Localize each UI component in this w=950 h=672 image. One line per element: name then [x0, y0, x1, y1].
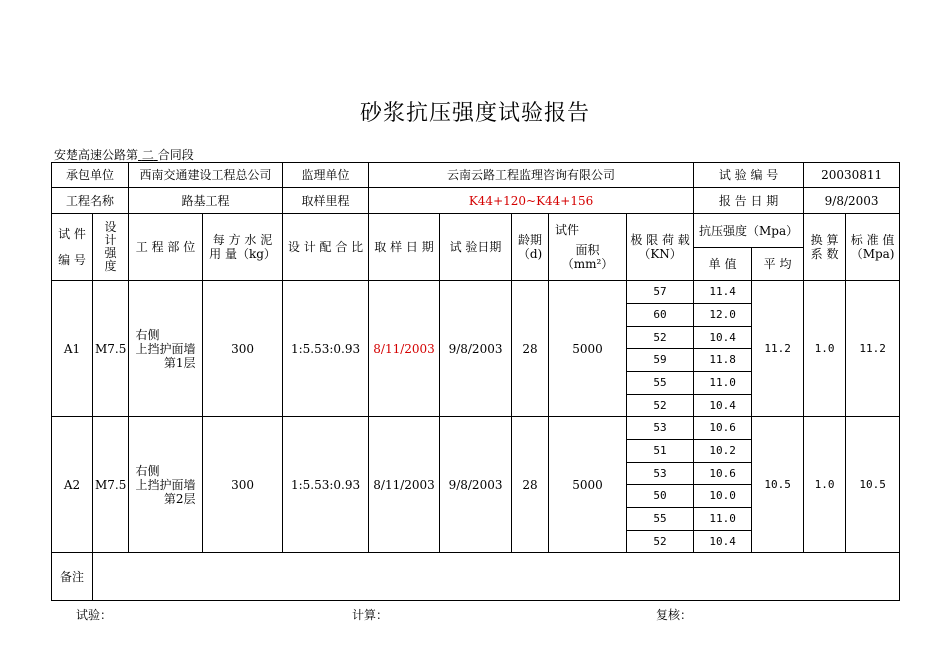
conversion-factor: 1.0: [804, 417, 846, 553]
single-strength: 10.6: [694, 463, 752, 485]
ultimate-load: 55: [627, 508, 694, 531]
section-prefix: 安楚高速公路第: [54, 148, 139, 162]
specimen-area: 5000: [549, 281, 627, 417]
header-average: 平 均: [752, 248, 804, 281]
single-strength: 11.8: [694, 349, 752, 372]
ultimate-load: 57: [627, 281, 694, 304]
single-strength: 10.2: [694, 440, 752, 463]
section-suffix: 合同段: [157, 148, 194, 162]
report-table: [51, 162, 900, 601]
standard-value: 10.5: [846, 417, 900, 553]
header-test-date: 试 验日期: [440, 214, 512, 281]
footer-test: 试验：: [76, 608, 113, 622]
mix-ratio: 1:5.53:0.93: [283, 417, 369, 553]
conversion-factor: 1.0: [804, 281, 846, 417]
ultimate-load: 52: [627, 327, 694, 349]
contractor-label: 承包单位: [52, 163, 129, 188]
ultimate-load: 55: [627, 372, 694, 395]
age: 28: [512, 417, 549, 553]
test-date: 9/8/2003: [440, 417, 512, 553]
header-specimen-id: 试 件 编 号: [52, 214, 93, 281]
single-strength: 10.0: [694, 485, 752, 508]
header-standard-value: 标 准 值（Mpa): [846, 214, 900, 281]
design-grade: M7.5: [93, 417, 129, 553]
supervisor-value: 云南云路工程监理咨询有限公司: [369, 163, 694, 188]
ultimate-load: 52: [627, 531, 694, 553]
project-part: 右侧 上挡护面墙 第2层: [129, 417, 203, 553]
remark-row: [52, 553, 900, 601]
contractor-value: 西南交通建设工程总公司: [129, 163, 283, 188]
test-no-label: 试 验 编 号: [694, 163, 804, 188]
section-line: [54, 146, 194, 163]
single-strength: 11.0: [694, 508, 752, 531]
single-strength: 10.4: [694, 395, 752, 417]
info-row-1: [52, 163, 900, 188]
single-strength: 10.4: [694, 531, 752, 553]
report-date-label: 报 告 日 期: [694, 188, 804, 214]
ultimate-load: 59: [627, 349, 694, 372]
age: 28: [512, 281, 549, 417]
average-strength: 10.5: [752, 417, 804, 553]
header-age: 龄期（d): [512, 214, 549, 281]
cement-amount: 300: [203, 417, 283, 553]
cement-amount: 300: [203, 281, 283, 417]
design-grade: M7.5: [93, 281, 129, 417]
header-compressive-strength: 抗压强度（Mpa）: [694, 214, 804, 248]
ultimate-load: 53: [627, 417, 694, 440]
specimen-id: A1: [52, 281, 93, 417]
header-cement-amount: 每 方 水 泥 用 量（kg）: [203, 214, 283, 281]
project-label: 工程名称: [52, 188, 129, 214]
table-row: [52, 281, 900, 304]
test-no-value: 20030811: [804, 163, 900, 188]
header-area: 试件 面积 （mm²）: [549, 214, 627, 281]
info-row-2: [52, 188, 900, 214]
mileage-label: 取样里程: [283, 188, 369, 214]
header-ultimate-load: 极 限 荷 载（KN）: [627, 214, 694, 281]
header-sample-date: 取 样 日 期: [369, 214, 440, 281]
section-number: 二: [141, 148, 154, 162]
ultimate-load: 50: [627, 485, 694, 508]
specimen-area: 5000: [549, 417, 627, 553]
remark-label: 备注: [52, 553, 93, 601]
test-date: 9/8/2003: [440, 281, 512, 417]
sample-date: 8/11/2003: [369, 417, 440, 553]
sample-date: 8/11/2003: [369, 281, 440, 417]
header-conversion-factor: 换 算 系 数: [804, 214, 846, 281]
project-part: 右侧 上挡护面墙 第1层: [129, 281, 203, 417]
standard-value: 11.2: [846, 281, 900, 417]
mix-ratio: 1:5.53:0.93: [283, 281, 369, 417]
footer-calc: 计算：: [352, 608, 389, 622]
single-strength: 11.0: [694, 372, 752, 395]
average-strength: 11.2: [752, 281, 804, 417]
single-strength: 11.4: [694, 281, 752, 304]
single-strength: 12.0: [694, 304, 752, 327]
footer-review: 复核：: [656, 608, 693, 622]
supervisor-label: 监理单位: [283, 163, 369, 188]
ultimate-load: 52: [627, 395, 694, 417]
remark-field: [93, 553, 900, 601]
ultimate-load: 60: [627, 304, 694, 327]
ultimate-load: 53: [627, 463, 694, 485]
single-strength: 10.4: [694, 327, 752, 349]
specimen-id: A2: [52, 417, 93, 553]
header-design-grade: 设计强度: [93, 214, 129, 281]
header-project-part: 工 程 部 位: [129, 214, 203, 281]
header-row-1: [52, 214, 900, 248]
ultimate-load: 51: [627, 440, 694, 463]
table-row: [52, 417, 900, 440]
header-mix-ratio: 设 计 配 合 比: [283, 214, 369, 281]
header-single-value: 单 值: [694, 248, 752, 281]
report-title: 砂浆抗压强度试验报告: [359, 101, 590, 126]
report-date-value: 9/8/2003: [804, 188, 900, 214]
mileage-value: K44+120~K44+156: [369, 188, 694, 214]
single-strength: 10.6: [694, 417, 752, 440]
project-value: 路基工程: [129, 188, 283, 214]
